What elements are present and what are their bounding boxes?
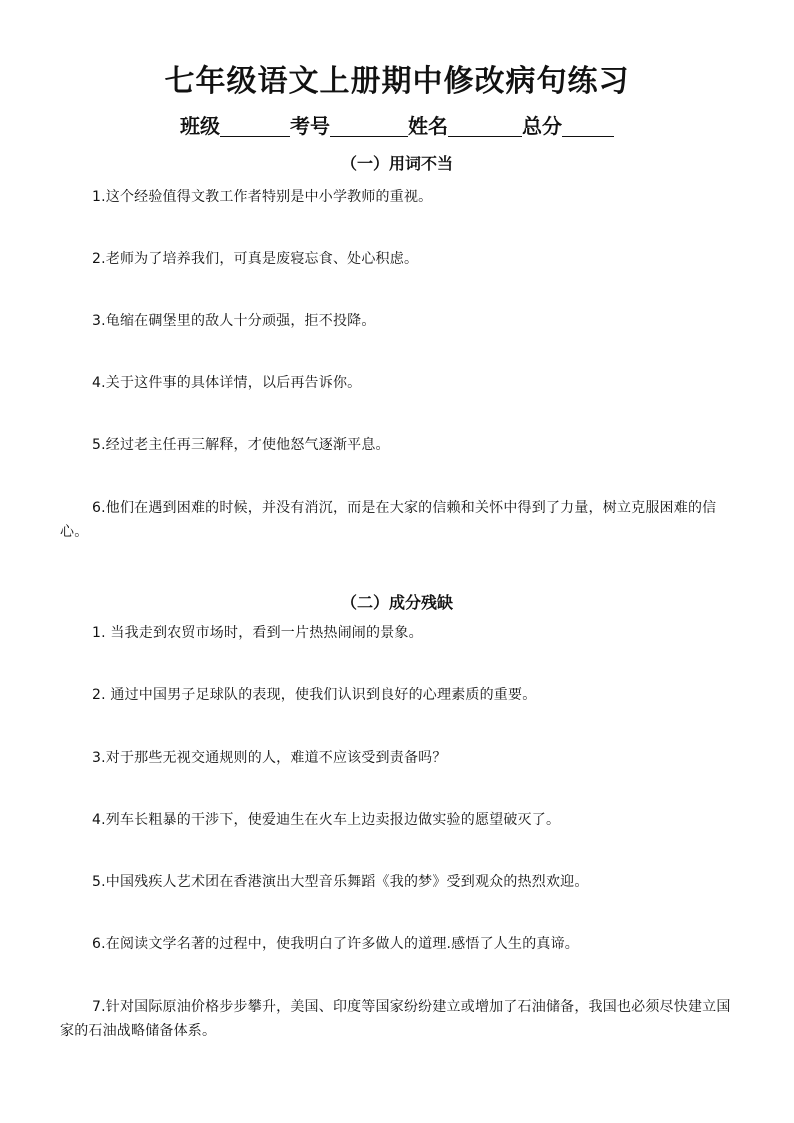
question-item: 4.关于这件事的具体详情，以后再告诉你。 — [92, 375, 362, 391]
question-item: 2.老师为了培养我们，可真是废寝忘食、处心积虑。 — [92, 251, 419, 267]
name-blank — [448, 114, 522, 137]
class-label: 班级 — [180, 114, 220, 138]
section-heading-missing-components: （二）成分残缺 — [340, 593, 453, 612]
question-item: 6.在阅读文学名著的过程中，使我明白了许多做人的道理.感悟了人生的真谛。 — [92, 936, 580, 952]
class-blank — [220, 114, 290, 137]
score-blank — [562, 114, 614, 137]
question-item: 3.对于那些无视交通规则的人，难道不应该受到责备吗？ — [92, 750, 447, 766]
question-item: 1.这个经验值得文教工作者特别是中小学教师的重视。 — [92, 189, 433, 205]
question-item: 4.列车长粗暴的干涉下，使爱迪生在火车上边卖报边做实验的愿望破灭了。 — [92, 812, 561, 828]
name-label: 姓名 — [408, 114, 448, 138]
section-heading-word-misuse: （一）用词不当 — [340, 154, 453, 173]
question-item: 3.龟缩在碉堡里的敌人十分顽强，拒不投降。 — [92, 313, 376, 329]
score-label: 总分 — [522, 114, 562, 138]
question-item: 6.他们在遇到困难的时候，并没有消沉，而是在大家的信赖和关怀中得到了力量，树立克服困难的信心。 — [60, 500, 717, 540]
question-item: 1. 当我走到农贸市场时，看到一片热热闹闹的景象。 — [92, 625, 423, 641]
page-title: 七年级语文上册期中修改病句练习 — [164, 64, 630, 99]
question-item: 5.经过老主任再三解释，才使他怒气逐渐平息。 — [92, 437, 390, 453]
question-item: 5.中国残疾人艺术团在香港演出大型音乐舞蹈《我的梦》受到观众的热烈欢迎。 — [92, 874, 589, 890]
question-item: 2. 通过中国男子足球队的表现，使我们认识到良好的心理素质的重要。 — [92, 687, 537, 703]
exam-number-label: 考号 — [290, 114, 330, 138]
student-info-line — [0, 110, 794, 142]
question-item: 7.针对国际原油价格步步攀升，美国、印度等国家纷纷建立或增加了石油储备，我国也必须尽快建立国家的石油战略储备体系。 — [60, 999, 731, 1039]
exam-number-blank — [330, 114, 408, 137]
